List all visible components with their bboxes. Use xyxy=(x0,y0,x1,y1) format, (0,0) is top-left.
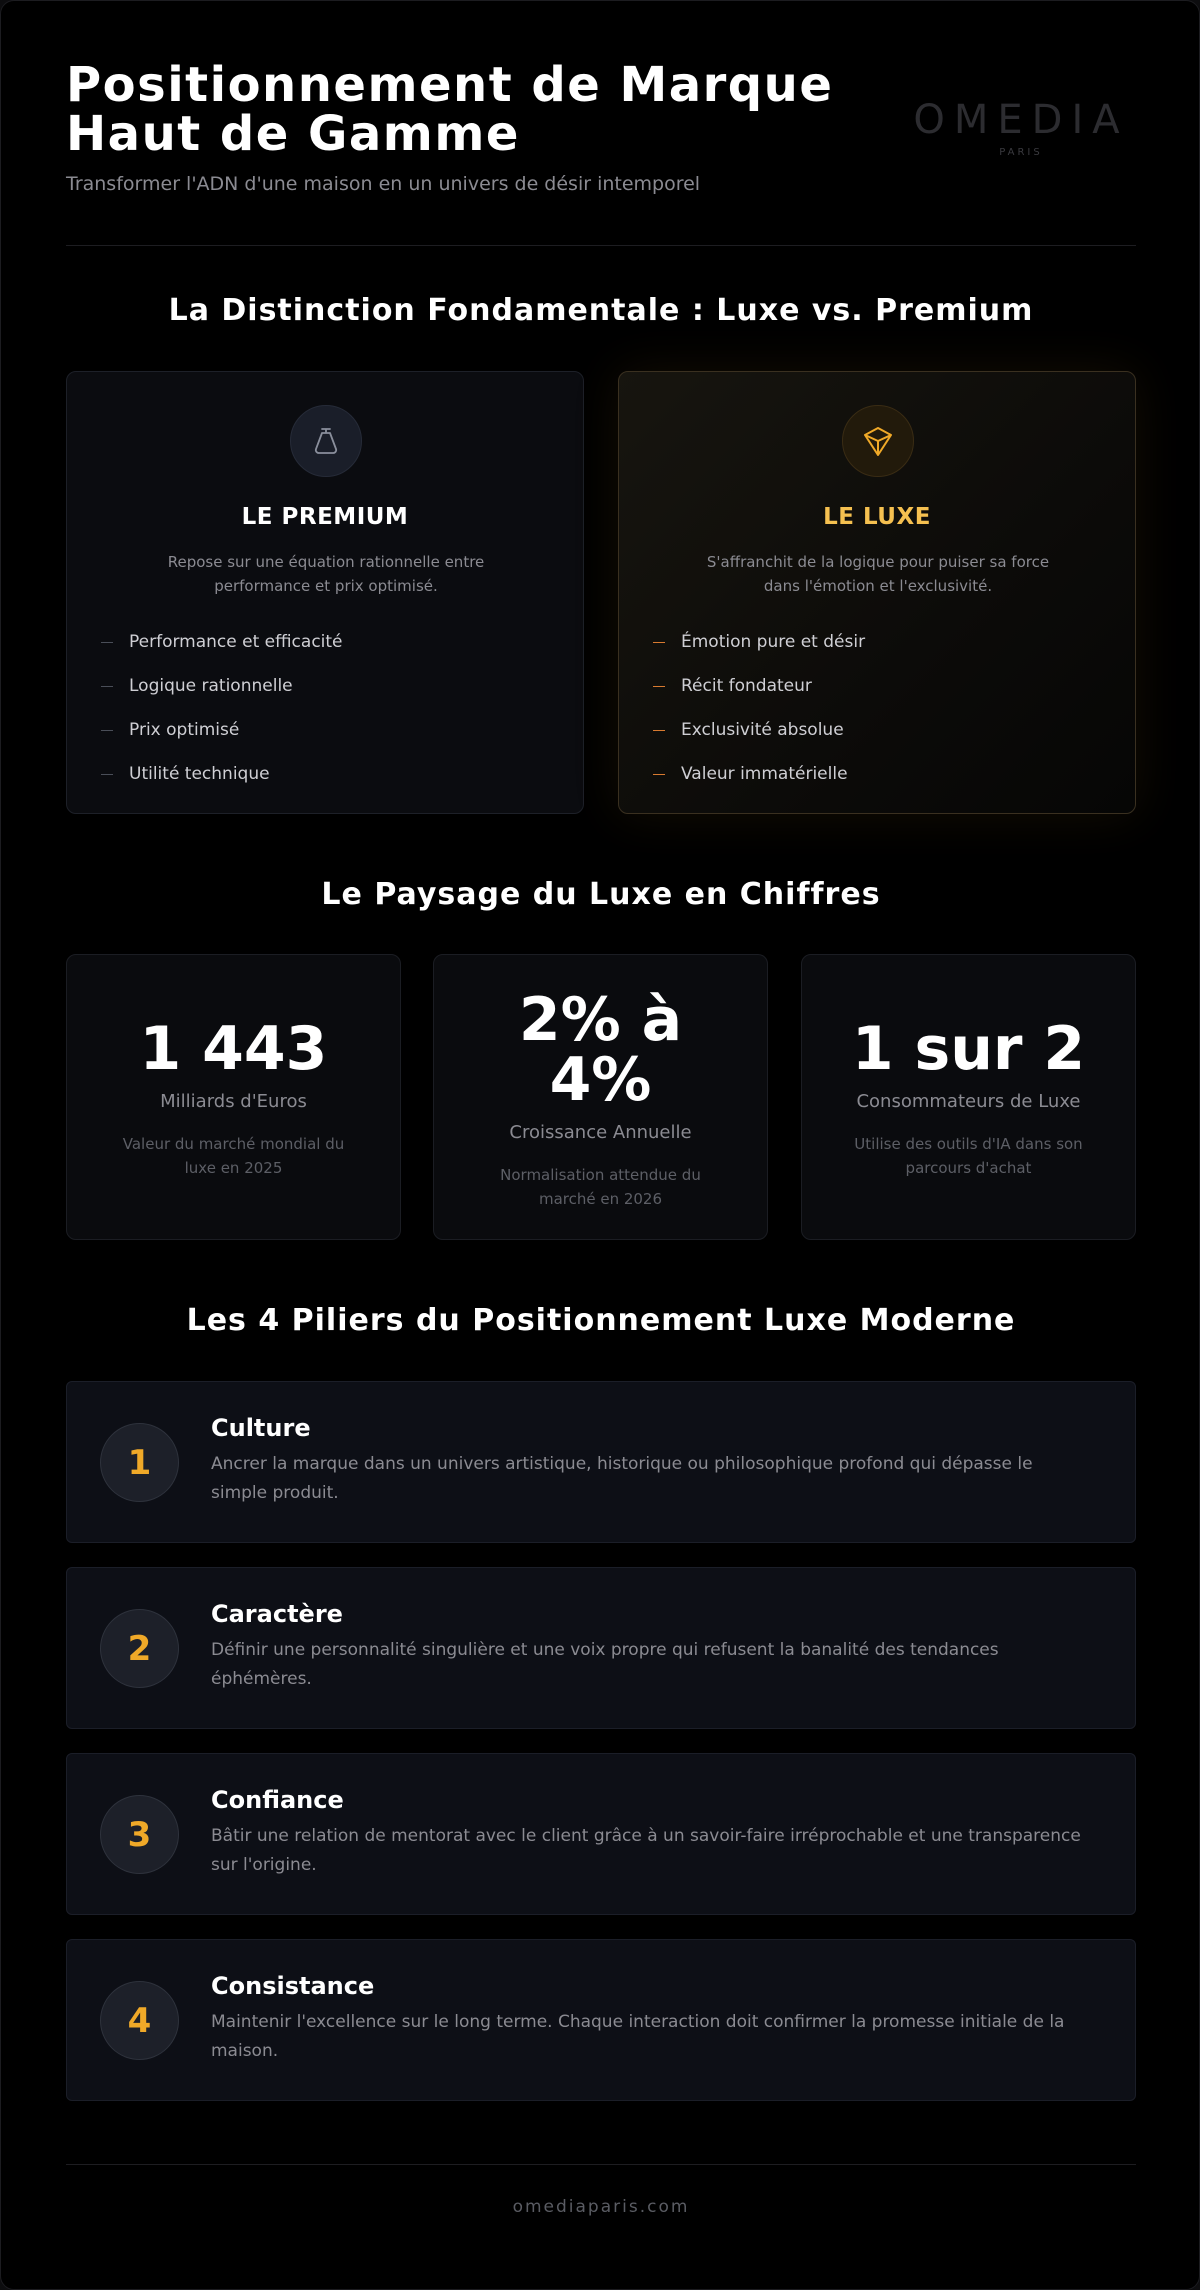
stat-value-line: 1 443 xyxy=(139,1014,328,1084)
stat-card-market-value xyxy=(66,954,401,1240)
stats-title: Le Paysage du Luxe en Chiffres xyxy=(321,877,881,912)
stat-value-line: 4% xyxy=(549,1045,652,1115)
dash-icon xyxy=(101,774,113,775)
pillar-title: Culture xyxy=(211,1414,311,1442)
dash-icon xyxy=(101,686,113,687)
stat-note: Utilise des outils d'IA dans son parcours d'achat xyxy=(854,1135,1083,1177)
pillar-description: Bâtir une relation de mentorat avec le client grâce à un savoir-faire irréprochable et une transparence sur l'origine. xyxy=(211,1826,1081,1875)
dash-icon xyxy=(653,642,665,643)
page-header xyxy=(66,57,1136,201)
page-title-line-2: Haut de Gamme xyxy=(66,106,520,162)
luxe-card xyxy=(618,371,1136,814)
list-item xyxy=(101,664,343,708)
stat-label: Consommateurs de Luxe xyxy=(856,1091,1081,1112)
premium-list xyxy=(101,620,343,796)
list-item xyxy=(653,752,865,796)
stat-card-growth xyxy=(433,954,768,1240)
list-item xyxy=(653,708,865,752)
pillar-title: Caractère xyxy=(211,1600,343,1628)
list-item-label: Exclusivité absolue xyxy=(681,720,844,740)
pillar-number-badge: 4 xyxy=(100,1981,179,2060)
dash-icon xyxy=(101,730,113,731)
stat-value xyxy=(434,985,767,1115)
page-title-line-1: Positionnement de Marque xyxy=(66,57,834,113)
omedia-logo xyxy=(906,99,1136,158)
list-item-label: Prix optimisé xyxy=(129,720,240,740)
footer-divider xyxy=(66,2164,1136,2165)
logo-tagline: PARIS xyxy=(999,147,1043,158)
pillar-card-culture xyxy=(66,1381,1136,1543)
dash-icon xyxy=(653,774,665,775)
pillar-number-badge: 1 xyxy=(100,1423,179,1502)
dash-icon xyxy=(101,642,113,643)
list-item-label: Logique rationnelle xyxy=(129,676,293,696)
footer-url[interactable]: omediaparis.com xyxy=(512,2197,690,2217)
stat-value-line: 2% à xyxy=(518,985,683,1055)
pillar-title: Consistance xyxy=(211,1972,375,2000)
list-item xyxy=(101,708,343,752)
stat-value xyxy=(802,1014,1135,1084)
stat-label: Croissance Annuelle xyxy=(509,1122,692,1143)
stat-value-line: 1 sur 2 xyxy=(851,1014,1086,1084)
premium-card xyxy=(66,371,584,814)
premium-description: Repose sur une équation rationnelle entre performance et prix optimisé. xyxy=(167,553,485,595)
pillar-number-badge: 3 xyxy=(100,1795,179,1874)
stat-label: Milliards d'Euros xyxy=(160,1091,307,1112)
pillar-number-badge: 2 xyxy=(100,1609,179,1688)
premium-name: LE PREMIUM xyxy=(241,504,409,530)
pillars-title: Les 4 Piliers du Positionnement Luxe Moderne xyxy=(186,1303,1016,1338)
dash-icon xyxy=(653,730,665,731)
pillar-card-consistance xyxy=(66,1939,1136,2101)
pillar-description: Définir une personnalité singulière et une voix propre qui refusent la banalité des tendances éphémères. xyxy=(211,1640,999,1689)
pillar-description: Maintenir l'excellence sur le long terme. Chaque interaction doit confirmer la promesse initiale de la maison. xyxy=(211,2012,1065,2061)
pillar-title: Confiance xyxy=(211,1786,344,1814)
luxe-list xyxy=(653,620,865,796)
list-item-label: Valeur immatérielle xyxy=(681,764,848,784)
stat-note: Normalisation attendue du marché en 2026 xyxy=(500,1166,701,1208)
header-divider xyxy=(66,245,1136,246)
stat-note: Valeur du marché mondial du luxe en 2025 xyxy=(122,1135,345,1177)
logo-wordmark: OMEDIA xyxy=(913,97,1129,143)
page-subtitle: Transformer l'ADN d'une maison en un univers de désir intemporel xyxy=(66,173,701,195)
pillar-card-confiance xyxy=(66,1753,1136,1915)
list-item xyxy=(653,664,865,708)
pillar-card-caractere xyxy=(66,1567,1136,1729)
list-item-label: Récit fondateur xyxy=(681,676,812,696)
diamond-icon xyxy=(842,405,914,477)
list-item-label: Émotion pure et désir xyxy=(681,632,866,652)
list-item xyxy=(101,620,343,664)
stat-value xyxy=(67,1014,400,1084)
comparison-title: La Distinction Fondamentale : Luxe vs. Premium xyxy=(168,293,1034,328)
perfume-bottle-icon xyxy=(290,405,362,477)
list-item xyxy=(101,752,343,796)
luxe-description: S'affranchit de la logique pour puiser sa force dans l'émotion et l'exclusivité. xyxy=(706,553,1050,595)
luxe-name: LE LUXE xyxy=(823,504,931,530)
stat-card-ai-consumers xyxy=(801,954,1136,1240)
list-item-label: Utilité technique xyxy=(129,764,270,784)
pillar-description: Ancrer la marque dans un univers artistique, historique ou philosophique profond qui dépasse le simple produit. xyxy=(211,1454,1033,1503)
list-item xyxy=(653,620,865,664)
list-item-label: Performance et efficacité xyxy=(129,632,343,652)
dash-icon xyxy=(653,686,665,687)
